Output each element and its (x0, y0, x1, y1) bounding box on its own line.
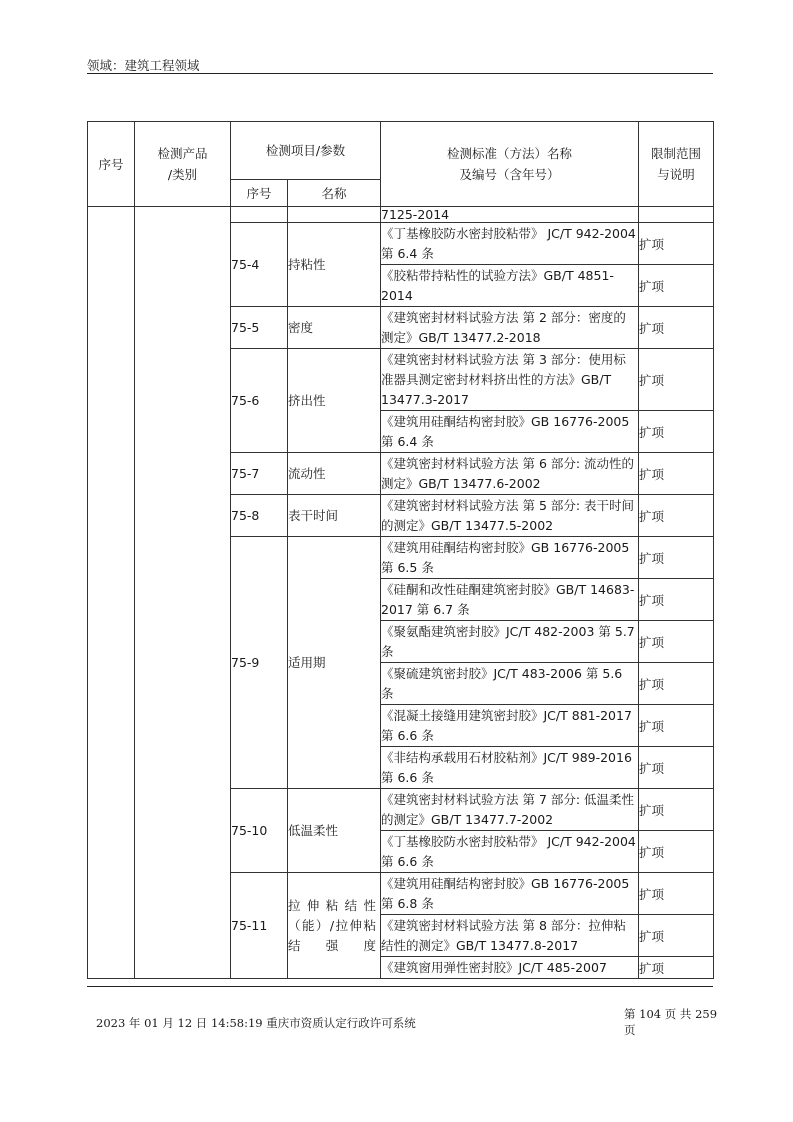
product-cell (135, 207, 231, 979)
limit-cell: 扩项 (639, 307, 714, 349)
header-limit: 限制范围 与说明 (639, 122, 714, 207)
item-no-cell: 75-9 (231, 537, 288, 789)
item-name-cell: 表干时间 (288, 495, 381, 537)
standard-cell: 《建筑密封材料试验方法 第 8 部分：拉伸粘结性的测定》GB/T 13477.8-2017 (381, 915, 639, 957)
limit-cell: 扩项 (639, 411, 714, 453)
limit-cell: 扩项 (639, 831, 714, 873)
standard-cell: 《建筑密封材料试验方法 第 3 部分：使用标准器具测定密封材料挤出性的方法》GB/T 13477.3-2017 (381, 349, 639, 411)
footer-page-number: 第 104 页 共 259 页 (624, 1007, 718, 1037)
item-name-cell: 挤出性 (288, 349, 381, 453)
standard-cell: 《聚硫建筑密封胶》JC/T 483-2006 第 5.6 条 (381, 663, 639, 705)
category-no-cell (88, 207, 135, 979)
header-item-no: 序号 (231, 180, 288, 207)
item-no-cell: 75-10 (231, 789, 288, 873)
item-name-cell: 流动性 (288, 453, 381, 495)
footer-rule (87, 986, 713, 987)
table-row (88, 207, 714, 223)
header-rule (87, 73, 713, 74)
item-name-cell: 密度 (288, 307, 381, 349)
standard-cell: 《建筑用硅酮结构密封胶》GB 16776-2005 第 6.8 条 (381, 873, 639, 915)
standard-cell: 7125-2014 (381, 207, 639, 223)
item-name-cell: 适用期 (288, 537, 381, 789)
standard-cell: 《建筑密封材料试验方法 第 6 部分: 流动性的测定》GB/T 13477.6-2002 (381, 453, 639, 495)
limit-cell: 扩项 (639, 705, 714, 747)
standard-cell: 《丁基橡胶防水密封胶粘带》 JC/T 942-2004 第 6.4 条 (381, 223, 639, 265)
standard-cell: 《建筑密封材料试验方法 第 2 部分：密度的测定》GB/T 13477.2-2018 (381, 307, 639, 349)
item-name-cell: 低温柔性 (288, 789, 381, 873)
limit-cell: 扩项 (639, 789, 714, 831)
limit-cell: 扩项 (639, 747, 714, 789)
table-header (88, 122, 714, 207)
standard-cell: 《建筑密封材料试验方法 第 5 部分: 表干时间的测定》GB/T 13477.5-2002 (381, 495, 639, 537)
standard-cell: 《建筑密封材料试验方法 第 7 部分: 低温柔性的测定》GB/T 13477.7-2002 (381, 789, 639, 831)
limit-cell: 扩项 (639, 349, 714, 411)
item-no-cell: 75-8 (231, 495, 288, 537)
item-name-cell (288, 207, 381, 223)
item-no-cell (231, 207, 288, 223)
item-no-cell: 75-11 (231, 873, 288, 979)
header-item-name: 名称 (288, 180, 381, 207)
standard-cell: 《建筑窗用弹性密封胶》JC/T 485-2007 (381, 957, 639, 979)
item-no-cell: 75-4 (231, 223, 288, 307)
header-product: 检测产品 /类别 (135, 122, 231, 207)
standard-cell: 《建筑用硅酮结构密封胶》GB 16776-2005 第 6.5 条 (381, 537, 639, 579)
limit-cell: 扩项 (639, 537, 714, 579)
page-header: 领域：建筑工程领域 (87, 58, 200, 73)
standard-cell: 《聚氨酯建筑密封胶》JC/T 482-2003 第 5.7 条 (381, 621, 639, 663)
standard-cell: 《混凝土接缝用建筑密封胶》JC/T 881-2017 第 6.6 条 (381, 705, 639, 747)
limit-cell: 扩项 (639, 223, 714, 265)
limit-cell: 扩项 (639, 621, 714, 663)
limit-cell: 扩项 (639, 495, 714, 537)
item-name-cell: 持粘性 (288, 223, 381, 307)
limit-cell (639, 207, 714, 223)
standard-cell: 《丁基橡胶防水密封胶粘带》 JC/T 942-2004 第 6.6 条 (381, 831, 639, 873)
header-standard: 检测标准（方法）名称 及编号（含年号） (381, 122, 639, 207)
limit-cell: 扩项 (639, 873, 714, 915)
footer-timestamp: 2023 年 01 月 12 日 14:58:19 重庆市资质认定行政许可系统 (96, 1016, 416, 1030)
limit-cell: 扩项 (639, 663, 714, 705)
limit-cell: 扩项 (639, 453, 714, 495)
inspection-table (87, 121, 714, 979)
item-name-cell: 拉伸粘结性（能）/拉伸粘结强度 (288, 873, 381, 979)
table-body (88, 207, 714, 979)
limit-cell: 扩项 (639, 579, 714, 621)
header-item: 检测项目/参数 (231, 122, 381, 180)
limit-cell: 扩项 (639, 265, 714, 307)
standard-cell: 《硅酮和改性硅酮建筑密封胶》GB/T 14683-2017 第 6.7 条 (381, 579, 639, 621)
standard-cell: 《非结构承载用石材胶粘剂》JC/T 989-2016 第 6.6 条 (381, 747, 639, 789)
standard-cell: 《胶粘带持粘性的试验方法》GB/T 4851-2014 (381, 265, 639, 307)
standard-cell: 《建筑用硅酮结构密封胶》GB 16776-2005 第 6.4 条 (381, 411, 639, 453)
header-no: 序号 (88, 122, 135, 207)
item-no-cell: 75-7 (231, 453, 288, 495)
item-no-cell: 75-5 (231, 307, 288, 349)
limit-cell: 扩项 (639, 915, 714, 957)
limit-cell: 扩项 (639, 957, 714, 979)
item-no-cell: 75-6 (231, 349, 288, 453)
